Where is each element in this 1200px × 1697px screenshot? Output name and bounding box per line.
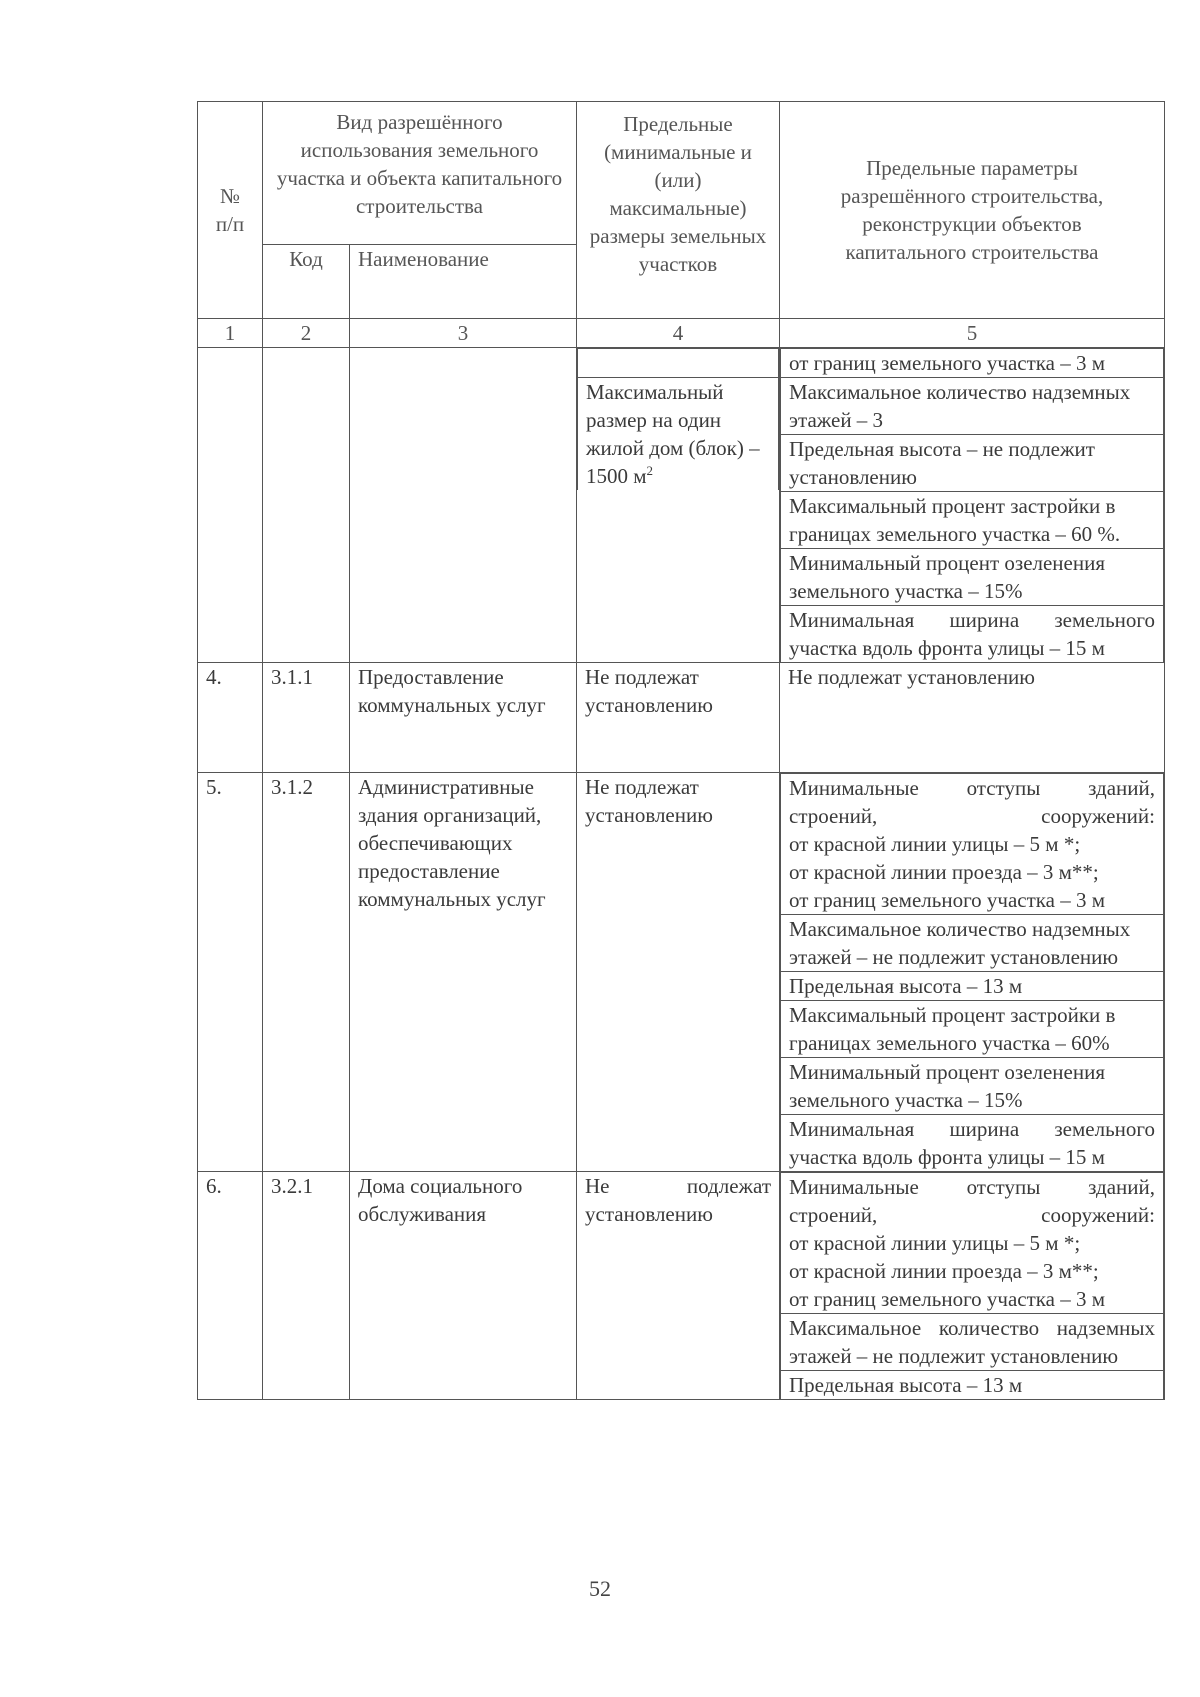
page-number: 52: [589, 1576, 611, 1601]
header-params: Предельные параметры разрешённого строительства, реконструкции объектов капитального строительства: [780, 102, 1165, 319]
row-name: Дома социального обслуживания: [350, 1172, 577, 1400]
row-sizes: Не подлежат установлению: [577, 1172, 780, 1400]
param-max-height: Предельная высота – 13 м: [781, 972, 1164, 1001]
header-sizes: Предельные (минимальные и (или) максимальные) размеры земельных участков: [577, 102, 780, 319]
param-max-height: Предельная высота – не подлежит установлению: [781, 435, 1164, 492]
col-number-1: 1: [198, 319, 263, 348]
row-params: Не подлежат установлению: [780, 663, 1165, 773]
param-max-floors: Максимальное количество надземных этажей – не подлежит установлению: [781, 1314, 1164, 1371]
col-number-5: 5: [780, 319, 1165, 348]
col-number-3: 3: [350, 319, 577, 348]
param-setbacks: Минимальные отступы зданий, строений, сооружений: от красной линии улицы – 5 м *; от красной линии проезда – 3 м**; от границ земельного участка – 3 м: [781, 774, 1164, 915]
param-max-coverage: Максимальный процент застройки в границах земельного участка – 60%: [781, 1001, 1164, 1058]
row-name: Предоставление коммунальных услуг: [350, 663, 577, 773]
param-setbacks: Минимальные отступы зданий, строений, сооружений: от красной линии улицы – 5 м *; от красной линии проезда – 3 м**; от границ земельного участка – 3 м: [781, 1173, 1164, 1314]
table-row: [198, 1172, 1165, 1400]
param-max-coverage: Максимальный процент застройки в границах земельного участка – 60 %.: [781, 492, 1164, 549]
row-sizes: Не подлежат установлению: [577, 773, 780, 1172]
row-number: 5.: [198, 773, 263, 1172]
row-number: 4.: [198, 663, 263, 773]
row-number: 6.: [198, 1172, 263, 1400]
table-row: [198, 663, 1165, 773]
param-max-floors: Максимальное количество надземных этажей – 3: [781, 378, 1164, 435]
land-use-table: [197, 101, 1165, 1400]
param-min-width: Минимальная ширина земельного участка вдоль фронта улицы – 15 м: [781, 606, 1164, 663]
param-max-floors: Максимальное количество надземных этажей – не подлежит установлению: [781, 915, 1164, 972]
param-min-greening: Минимальный процент озеленения земельного участка – 15%: [781, 1058, 1164, 1115]
header-number: № п/п: [198, 102, 263, 319]
param-border-setback: от границ земельного участка – 3 м: [781, 349, 1164, 378]
col-number-4: 4: [577, 319, 780, 348]
param-min-width: Минимальная ширина земельного участка вдоль фронта улицы – 15 м: [781, 1115, 1164, 1172]
col-number-2: 2: [263, 319, 350, 348]
header-use-type: Вид разрешённого использования земельного участка и объекта капитального строительства: [263, 102, 577, 245]
header-code: Код: [263, 245, 350, 319]
max-plot-size: Максимальный размер на один жилой дом (блок) – 1500 $м^2$: [578, 378, 779, 491]
param-max-height: Предельная высота – 13 м: [781, 1371, 1164, 1400]
table-row-continued: [198, 348, 1165, 663]
table-row: [198, 773, 1165, 1172]
row-sizes: Не подлежат установлению: [577, 663, 780, 773]
param-min-greening: Минимальный процент озеленения земельного участка – 15%: [781, 549, 1164, 606]
row-name: Административные здания организаций, обеспечивающих предоставление коммунальных услуг: [350, 773, 577, 1172]
row-code: 3.1.1: [263, 663, 350, 773]
header-name: Наименование: [350, 245, 577, 319]
row-code: 3.1.2: [263, 773, 350, 1172]
row-code: 3.2.1: [263, 1172, 350, 1400]
